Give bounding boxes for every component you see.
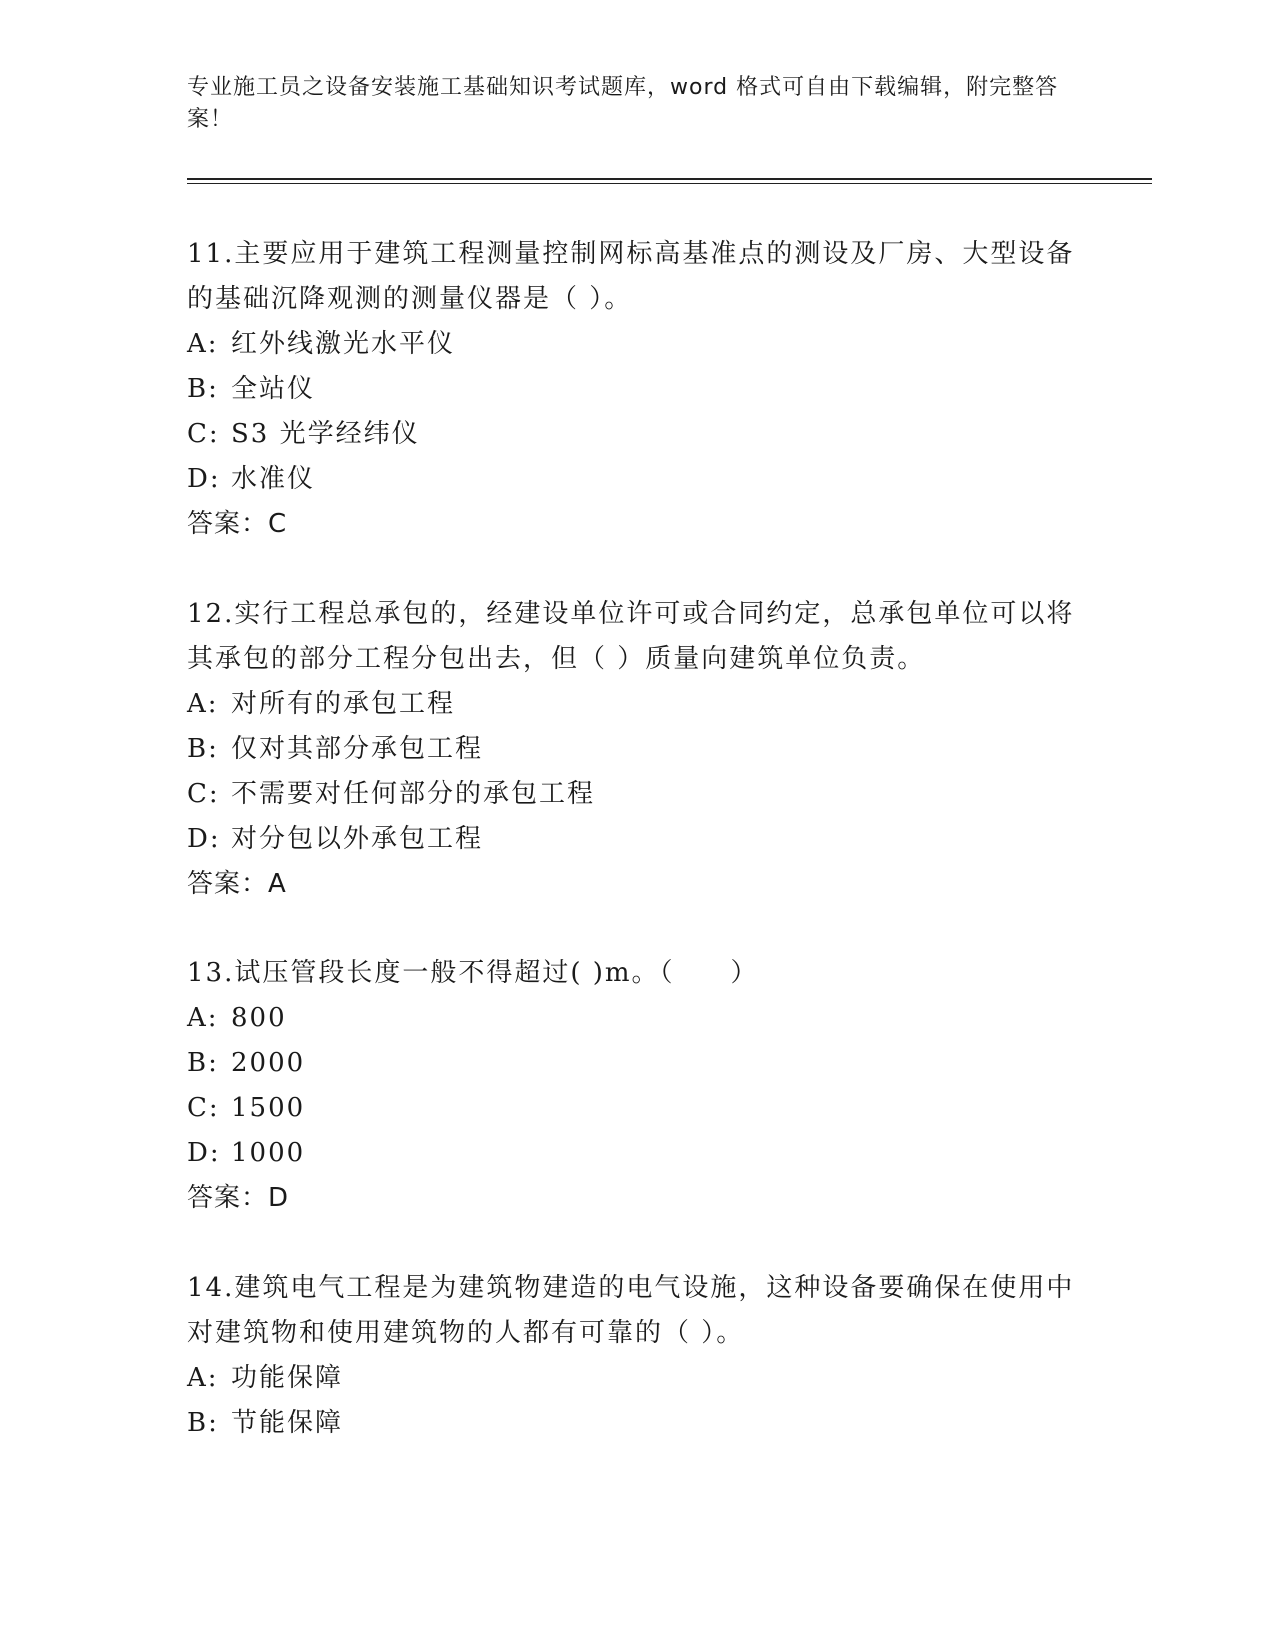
option-text: 800 (231, 1003, 287, 1033)
option-text: 对所有的承包工程 (231, 689, 456, 719)
header-divider-thick (187, 178, 1152, 180)
option-letter: B: (187, 734, 219, 764)
header-divider-thin (187, 183, 1152, 184)
question-stem: 12.实行工程总承包的，经建设单位许可或合同约定，总承包单位可以将其承包的部分工程分包出去，但（ ）质量向建筑单位负责。 (187, 599, 1075, 674)
option-b (187, 367, 1087, 412)
option-text: 全站仪 (231, 374, 316, 404)
option-letter: B: (187, 1048, 219, 1078)
option-letter: D: (187, 464, 221, 494)
option-letter: D: (187, 1138, 221, 1168)
option-letter: B: (187, 1408, 219, 1438)
option-letter: C: (187, 419, 220, 449)
option-a (187, 322, 1087, 367)
option-text: 1500 (231, 1093, 306, 1123)
answer-label: 答案：A (187, 869, 287, 899)
answer-label: 答案：D (187, 1183, 290, 1213)
option-letter: C: (187, 779, 220, 809)
option-d (187, 457, 1087, 502)
option-text: 节能保障 (231, 1408, 344, 1438)
option-text: 1000 (231, 1138, 306, 1168)
option-letter: D: (187, 824, 221, 854)
option-text: 对分包以外承包工程 (231, 824, 484, 854)
option-b (187, 1041, 1087, 1086)
option-text: S3 光学经纬仪 (231, 419, 420, 449)
option-letter: A: (187, 689, 219, 719)
option-a (187, 996, 1087, 1041)
question-11 (187, 232, 1087, 547)
option-letter: A: (187, 1003, 219, 1033)
option-text: 2000 (231, 1048, 306, 1078)
option-c (187, 1086, 1087, 1131)
option-c (187, 772, 1087, 817)
answer-label: 答案：C (187, 509, 288, 539)
option-text: 水准仪 (231, 464, 316, 494)
question-12 (187, 592, 1087, 907)
option-c (187, 412, 1087, 457)
option-a (187, 1356, 1087, 1401)
option-text: 仅对其部分承包工程 (231, 734, 484, 764)
option-a (187, 682, 1087, 727)
question-stem: 14.建筑电气工程是为建筑物建造的电气设施，这种设备要确保在使用中对建筑物和使用建筑物的人都有可靠的（ ）。 (187, 1273, 1075, 1348)
option-d (187, 1131, 1087, 1176)
option-letter: B: (187, 374, 219, 404)
question-stem: 13.试压管段长度一般不得超过( )m。（ ） (187, 958, 759, 988)
option-letter: A: (187, 329, 219, 359)
option-text: 红外线激光水平仪 (231, 329, 456, 359)
option-text: 功能保障 (231, 1363, 344, 1393)
option-d (187, 817, 1087, 862)
option-text: 不需要对任何部分的承包工程 (231, 779, 596, 809)
question-stem: 11.主要应用于建筑工程测量控制网标高基准点的测设及厂房、大型设备的基础沉降观测的测量仪器是（ ）。 (187, 239, 1075, 314)
option-b (187, 1401, 1087, 1446)
option-letter: C: (187, 1093, 220, 1123)
option-letter: A: (187, 1363, 219, 1393)
document-header: 专业施工员之设备安装施工基础知识考试题库，word 格式可自由下载编辑，附完整答案！ (187, 75, 1059, 132)
option-b (187, 727, 1087, 772)
question-13 (187, 951, 1087, 1221)
question-14 (187, 1266, 1087, 1446)
